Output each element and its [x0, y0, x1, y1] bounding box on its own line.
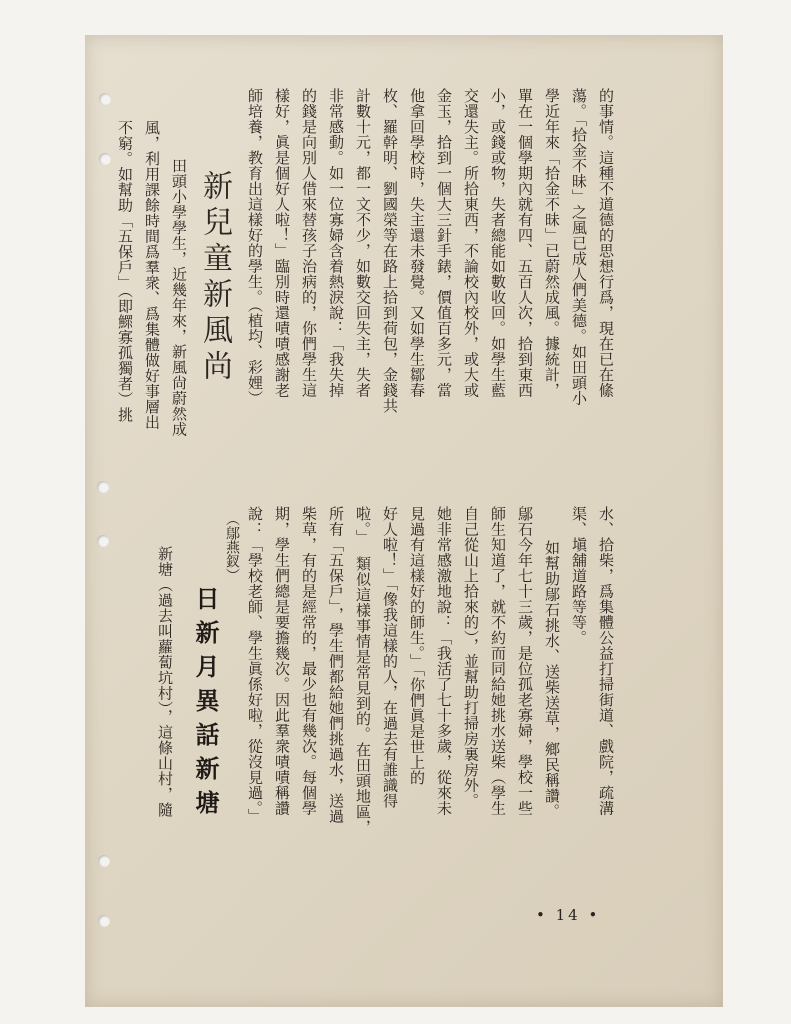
binding-hole	[98, 855, 110, 867]
text-column: 的錢是向別人借來替孩子治病的，你們學生這	[300, 88, 318, 398]
author-credit: （鄔燕釵）	[224, 512, 240, 582]
text-column: 見過有這樣好的師生。」「你們眞是世上的	[408, 506, 426, 786]
article-title: 日新月異話新塘	[191, 586, 219, 824]
binding-hole	[97, 481, 109, 493]
text-column: 說：「學校老師、學生眞係好啦，從沒見過。」	[246, 506, 264, 824]
text-column: 自己從山上拾來的），並幫助打掃房裏房外。	[462, 506, 480, 809]
text-column: 期，學生們總是要擔幾次。因此羣衆嘖嘖稱讚	[273, 506, 291, 816]
text-column: 柴草，有的是經常的，最少也有幾次。每個學	[300, 506, 318, 816]
text-column: 金玉，拾到一個大三針手錶，價值百多元，當	[435, 88, 453, 398]
text-column: 非常感動。如一位寡婦含着熱淚說：「我失掉	[327, 88, 345, 398]
text-column: 好人啦！」「像我這樣的人，在過去有誰識得	[381, 506, 399, 809]
text-column: 新塘（過去叫蘿蔔坑村），這條山村，隨	[156, 546, 174, 818]
text-column: 她非常感激地說：「我活了七十多歲，從來未	[435, 506, 453, 816]
text-column: 啦。」	[354, 506, 372, 545]
text-column: 類似這樣事情是常見到的。在田頭地區，	[354, 556, 372, 835]
text-column: 不窮。如幫助「五保戶」（即鰥寡孤獨者）挑	[116, 120, 134, 423]
text-column: 渠、塡舖道路等等。	[570, 506, 588, 646]
text-column: 風，利用課餘時間爲羣衆、爲集體做好事層出	[143, 120, 161, 430]
text-column: 的事情。這種不道德的思想行爲，現在已在絛	[597, 88, 615, 398]
text-column: 學近年來「拾金不昧」已蔚然成風。據統計，	[543, 88, 561, 398]
text-column: 如幫助鄔石挑水、送柴送草，鄉民稱讚。	[543, 540, 561, 819]
text-column: 師生知道了，就不約而同給她挑水送柴（學生	[489, 506, 507, 816]
binding-hole	[97, 535, 109, 547]
binding-hole	[99, 153, 111, 165]
text-column: 所有「五保戶」，學生們都給她們挑過水，送過	[327, 506, 345, 824]
text-column: 計數十元，都一文不少，如數交回失主，失者	[354, 88, 372, 398]
text-column: 枚、羅幹明、劉國榮等在路上拾到荷包，金錢共	[381, 88, 399, 414]
text-column: 樣好，眞是個好人啦！」臨別時還嘖嘖感謝老	[273, 88, 291, 398]
text-column: 他拿回學校時，失主還未發覺。又如學生鄒春	[408, 88, 426, 398]
binding-hole	[99, 93, 111, 105]
text-column: 交還失主。所拾東西，不論校內校外，或大或	[462, 88, 480, 398]
text-column: 鄔石今年七十三歲，是位孤老寡婦，學校一些	[516, 506, 534, 816]
binding-hole	[98, 915, 110, 927]
text-column: 小，或錢或物，失者總能如數收回。如學生藍	[489, 88, 507, 398]
article-title: 新兒童新風尚	[197, 170, 232, 386]
text-column: 單在一個學期內就有四、五百人次，拾到東西	[516, 88, 534, 398]
text-column: 蕩。「拾金不昧」之風已成人們美德。如田頭小	[570, 88, 588, 406]
text-column: 田頭小學學生，近幾年來，新風尙蔚然成	[170, 158, 188, 437]
page-number: • 14 •	[536, 906, 601, 924]
text-column: 水、拾柴，爲集體公益打掃街道、戲院，疏溝	[597, 506, 615, 816]
text-column: 師培養，教育出這樣好的學生。（植均、彩娌）	[246, 88, 264, 406]
